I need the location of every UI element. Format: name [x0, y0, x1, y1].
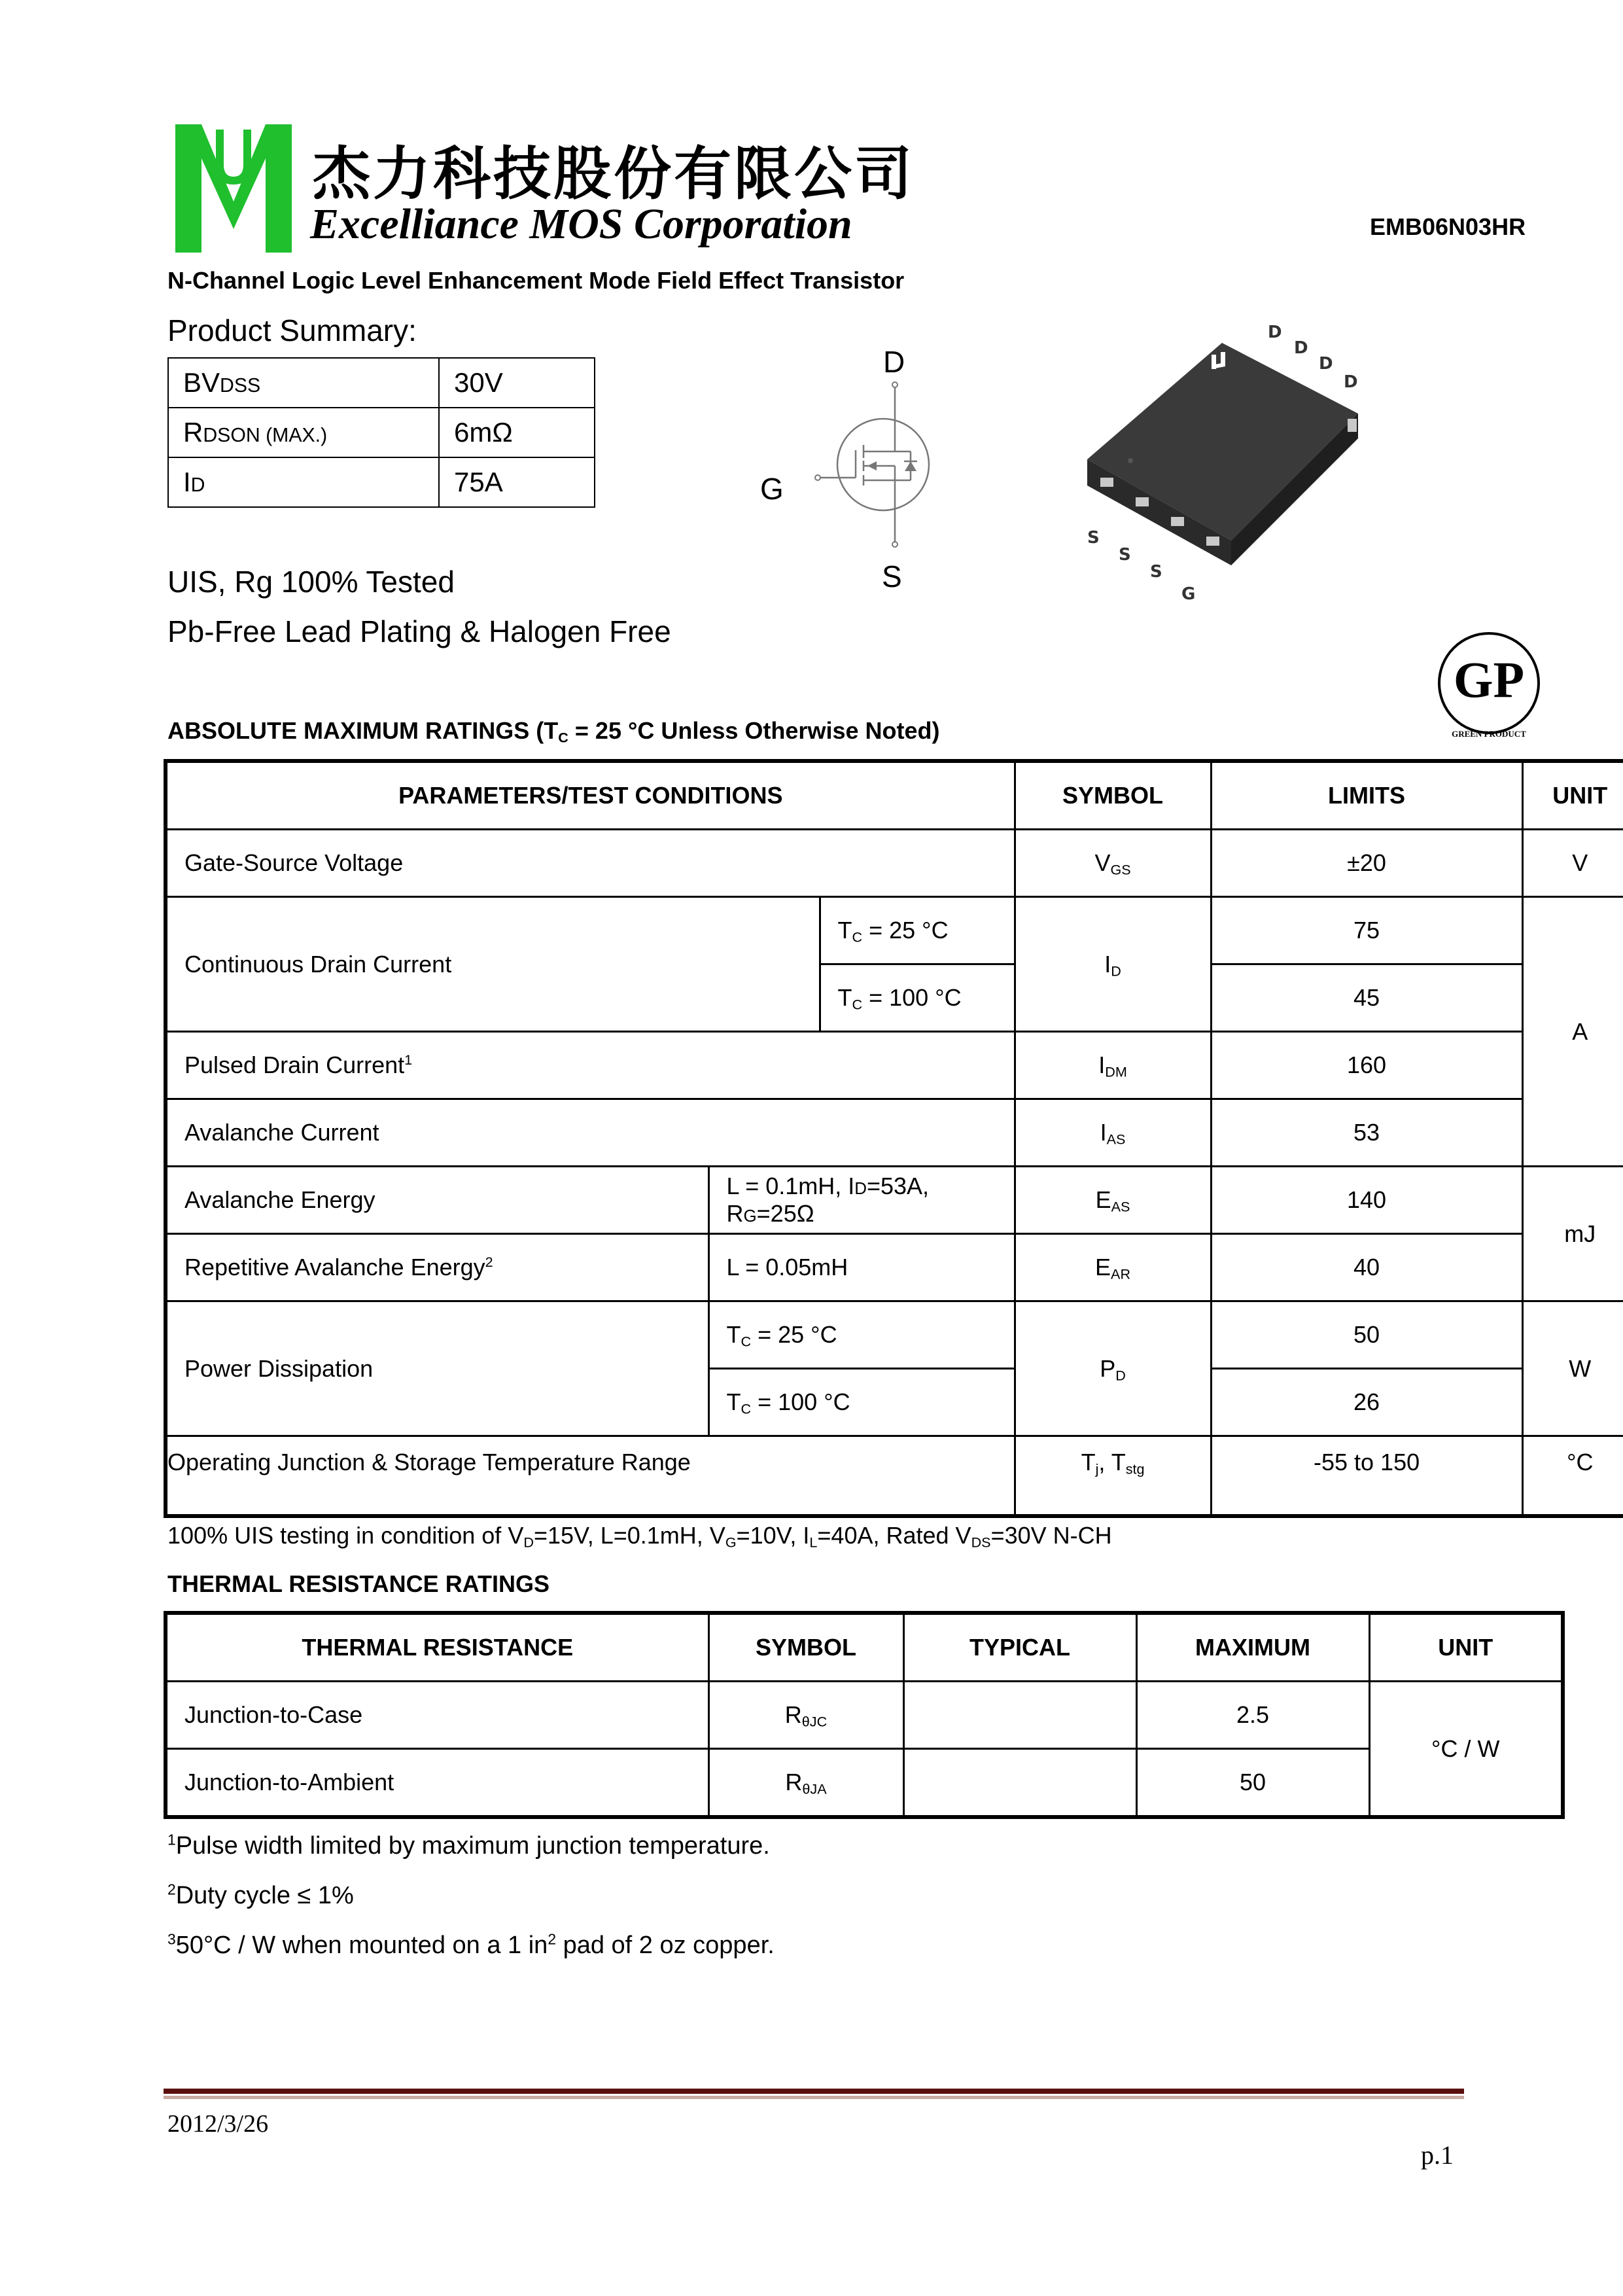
- row-maximum: 50: [1136, 1749, 1369, 1818]
- table-row: [166, 1749, 1563, 1818]
- row-limit: ±20: [1211, 830, 1522, 897]
- product-summary-table: [167, 357, 595, 508]
- header-typical: TYPICAL: [903, 1613, 1136, 1682]
- row-limit: 160: [1211, 1032, 1522, 1099]
- row-label: Avalanche Energy: [166, 1167, 708, 1234]
- row-label: Pulsed Drain Current$^1$: [166, 1032, 1015, 1099]
- row-limit: 26: [1211, 1369, 1522, 1436]
- green-product-badge: [1438, 632, 1540, 739]
- row-typical: [903, 1682, 1136, 1749]
- pin-label-top: D: [1294, 338, 1308, 358]
- table-row: [166, 1032, 1623, 1099]
- pin-label-bottom: S: [1150, 562, 1162, 582]
- table-row: [166, 1682, 1563, 1749]
- uis-test-note: 100% UIS testing in condition of $V_D=15V$, L=0.1mH, $V_G=10V$, $I_L=40A$, Rated $V_{DS}=30V$ N-CH: [167, 1522, 1112, 1551]
- table-header-row: [166, 1613, 1563, 1682]
- company-name-chinese: 杰力科技股份有限公司: [313, 143, 915, 207]
- pin-label-bottom: G: [1181, 584, 1196, 604]
- company-logo-mark: [175, 124, 292, 253]
- thermal-title: THERMAL RESISTANCE RATINGS: [167, 1570, 550, 1597]
- footnote-2: $^2$Duty cycle ≤ 1%: [167, 1881, 354, 1909]
- row-symbol: $E_{AR}$: [1015, 1234, 1211, 1301]
- row-unit: V: [1522, 830, 1623, 897]
- mosfet-symbol-diagram: [811, 380, 942, 550]
- row-label: Continuous Drain Current: [166, 897, 820, 1032]
- summary-value: 75A: [439, 457, 595, 507]
- symbol-drain-label: D: [883, 345, 905, 379]
- summary-row: [168, 408, 595, 457]
- row-symbol: $R_{\theta JC}$: [708, 1682, 903, 1749]
- row-label: Gate-Source Voltage: [166, 830, 1015, 897]
- symbol-gate-label: G: [760, 472, 784, 506]
- row-symbol: $R_{\theta JA}$: [708, 1749, 903, 1818]
- header-parameters: PARAMETERS/TEST CONDITIONS: [166, 761, 1015, 830]
- row-condition: $T_C = 25$ °C: [820, 897, 1015, 964]
- row-symbol: $I_{DM}$: [1015, 1032, 1211, 1099]
- row-unit: mJ: [1522, 1167, 1623, 1301]
- row-limit: -55 to 150: [1211, 1436, 1522, 1517]
- summary-param: ID: [168, 457, 439, 507]
- row-limit: 75: [1211, 897, 1522, 964]
- row-unit: °C: [1522, 1436, 1623, 1517]
- row-label: Junction-to-Ambient: [166, 1749, 708, 1818]
- summary-param: BVDSS: [168, 358, 439, 408]
- row-label: Operating Junction & Storage Temperature Range: [166, 1436, 1015, 1517]
- row-limit: 45: [1211, 964, 1522, 1032]
- row-label: Junction-to-Case: [166, 1682, 708, 1749]
- pin-label-bottom: S: [1119, 545, 1131, 565]
- row-unit: °C / W: [1369, 1682, 1563, 1818]
- symbol-source-label: S: [882, 559, 902, 593]
- row-limit: 40: [1211, 1234, 1522, 1301]
- table-row: [166, 830, 1623, 897]
- header-unit: UNIT: [1522, 761, 1623, 830]
- row-symbol: $I_{AS}$: [1015, 1099, 1211, 1167]
- pin-label-top: D: [1319, 354, 1333, 374]
- header-limits: LIMITS: [1211, 761, 1522, 830]
- footer-date: 2012/3/26: [167, 2110, 269, 2138]
- row-symbol: $P_D$: [1015, 1301, 1211, 1436]
- summary-value: 30V: [439, 358, 595, 408]
- row-limit: 50: [1211, 1301, 1522, 1369]
- abs-max-title: ABSOLUTE MAXIMUM RATINGS ($T_C = 25$ °C Unless Otherwise Noted): [167, 717, 940, 746]
- table-header-row: [166, 761, 1623, 830]
- header-symbol: SYMBOL: [708, 1613, 903, 1682]
- row-condition: L = 0.1mH, ID=53A, RG=25Ω: [708, 1167, 1015, 1234]
- product-summary-title: Product Summary:: [167, 313, 417, 347]
- company-name-english: Excelliance MOS Corporation: [310, 200, 852, 248]
- row-limit: 53: [1211, 1099, 1522, 1167]
- row-label: Avalanche Current: [166, 1099, 1015, 1167]
- header-unit: UNIT: [1369, 1613, 1563, 1682]
- footer-page-number: p.1: [1421, 2140, 1454, 2170]
- footnote-1: $^1$Pulse width limited by maximum junction temperature.: [167, 1831, 770, 1860]
- part-number: EMB06N03HR: [1370, 213, 1526, 240]
- row-unit: A: [1522, 897, 1623, 1167]
- device-subtitle: N-Channel Logic Level Enhancement Mode Field Effect Transistor: [167, 267, 905, 294]
- row-symbol: $V_{GS}$: [1015, 830, 1211, 897]
- feature-pb-free: Pb-Free Lead Plating & Halogen Free: [167, 614, 671, 648]
- pin-label-top: D: [1344, 372, 1358, 392]
- package-image: [1073, 314, 1387, 615]
- pin-label-bottom: S: [1087, 528, 1100, 548]
- feature-uis: UIS, Rg 100% Tested: [167, 565, 455, 599]
- header-maximum: MAXIMUM: [1136, 1613, 1369, 1682]
- row-limit: 140: [1211, 1167, 1522, 1234]
- table-row: [166, 1234, 1623, 1301]
- pin-label-top: D: [1268, 323, 1282, 342]
- table-row: [166, 897, 1623, 964]
- row-condition: $T_C = 100$ °C: [708, 1369, 1015, 1436]
- header-thermal-resistance: THERMAL RESISTANCE: [166, 1613, 708, 1682]
- row-condition: L = 0.05mH: [708, 1234, 1015, 1301]
- abs-max-table: [164, 759, 1623, 1518]
- row-condition: $T_C = 25$ °C: [708, 1301, 1015, 1369]
- table-row: [166, 1436, 1623, 1517]
- summary-param: RDSON (MAX.): [168, 408, 439, 457]
- header-symbol: SYMBOL: [1015, 761, 1211, 830]
- summary-row: [168, 358, 595, 408]
- row-symbol: $I_D$: [1015, 897, 1211, 1032]
- row-label: Repetitive Avalanche Energy$^2$: [166, 1234, 708, 1301]
- green-product-mark: GP: [1453, 651, 1525, 708]
- row-maximum: 2.5: [1136, 1682, 1369, 1749]
- summary-value: 6mΩ: [439, 408, 595, 457]
- footnote-3: $^3$50°C / W when mounted on a 1 $in^2$ pad of 2 oz copper.: [167, 1930, 775, 1959]
- row-symbol: $T_j$, $T_{stg}$: [1015, 1436, 1211, 1517]
- row-label: Power Dissipation: [166, 1301, 708, 1436]
- row-symbol: $E_{AS}$: [1015, 1167, 1211, 1234]
- thermal-table: [164, 1611, 1565, 1819]
- table-row: [166, 1301, 1623, 1369]
- summary-row: [168, 457, 595, 507]
- table-row: [166, 1099, 1623, 1167]
- row-unit: W: [1522, 1301, 1623, 1436]
- table-row: [166, 1167, 1623, 1234]
- footer-rule: [164, 2089, 1464, 2099]
- row-condition: $T_C = 100$ °C: [820, 964, 1015, 1032]
- row-typical: [903, 1749, 1136, 1818]
- green-product-caption: GREEN PRODUCT: [1452, 729, 1526, 739]
